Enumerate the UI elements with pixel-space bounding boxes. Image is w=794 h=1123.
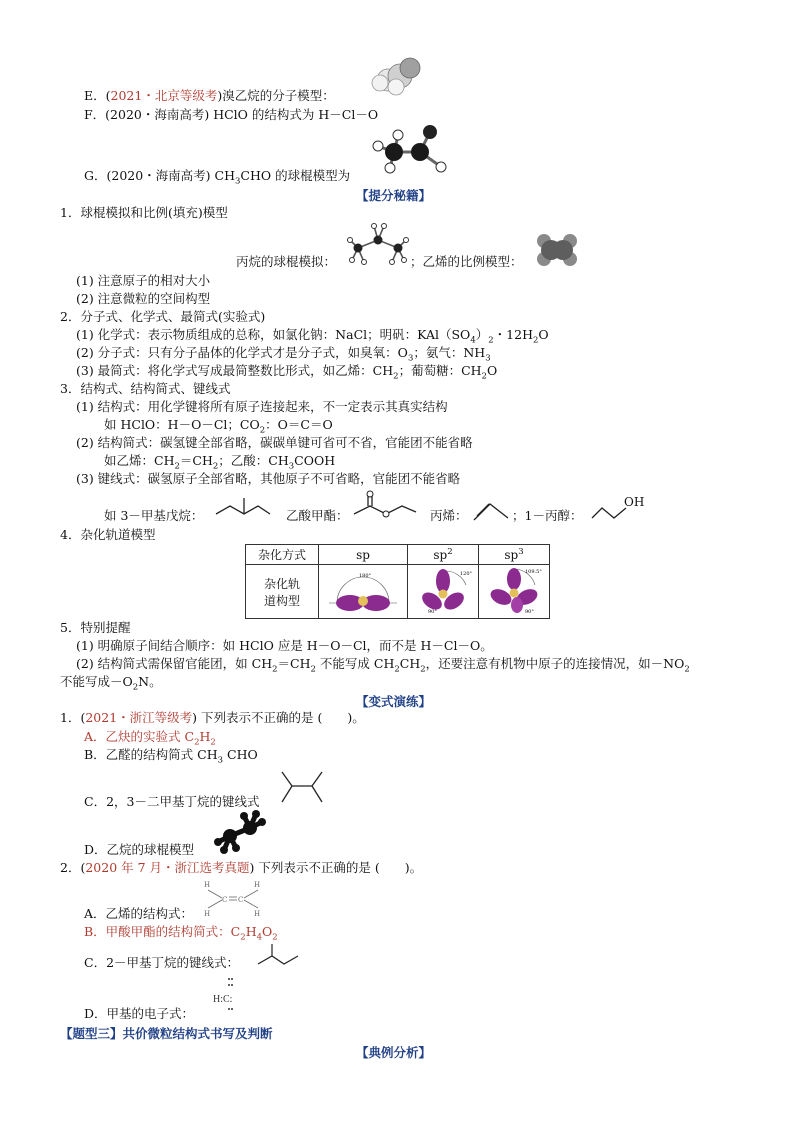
item-e: E．(2021・北京等级考)溴乙烷的分子模型： — [84, 88, 335, 103]
ethylene-space-filling-image — [536, 232, 578, 268]
angle-120: 120° — [460, 571, 473, 577]
bromoethane-model-image — [366, 56, 424, 96]
sp3-orbital-image — [481, 565, 547, 615]
c-atom-2: C — [238, 896, 244, 904]
section-type3-heading: 【题型三】共价微粒结构式书写及判断 — [60, 1026, 273, 1041]
header-sp: sp — [319, 545, 408, 565]
s3-ex4: ；1－丙醇： — [512, 508, 583, 523]
2-methylbutane-skeletal-image — [256, 942, 300, 970]
propene-skeletal-image — [472, 500, 512, 522]
s5-p2: (2) 结构简式需保留官能团，如 $CH_2=CH_2$ 不能写成 $CH_2CH_2$，还要注意有机物中原子的连接情况，如$-NO_2$ — [76, 656, 690, 675]
item-f: F．(2020・海南高考) HClO 的结构式为 H－Cl－O — [84, 107, 379, 122]
q1-stem: 1．(2021・浙江等级考) 下列表示不正确的是 ( )。 — [60, 710, 365, 725]
s1-title: 1．球棍模拟和比例(填充)模型 — [60, 205, 228, 220]
s1-p1: (1) 注意原子的相对大小 — [76, 273, 211, 288]
section-example-heading: 【典例分析】 — [356, 1045, 432, 1060]
h-atom-1: H — [204, 881, 211, 889]
c-atom-1: C — [222, 896, 228, 904]
23-dimethylbutane-skeletal-image — [278, 768, 326, 806]
3-methylpentane-skeletal-image — [214, 496, 272, 520]
s1-line2: ；乙烯的比例模型： — [410, 254, 523, 269]
hybrid-orbital-table — [245, 544, 550, 619]
q1-option-a: A．乙炔的实验式 $C_2H_2$ — [84, 729, 216, 748]
row-label-cell: 杂化轨 道构型 — [246, 565, 319, 619]
q2-option-b: B．甲酸甲酯的结构简式：$C_2H_4O_2$ — [84, 924, 278, 943]
sp3-orbital-cell — [479, 565, 550, 619]
s3-p2: (2) 结构简式：碳氢键全部省略，碳碳单键可省可不省，官能团不能省略 — [76, 435, 473, 450]
q2-option-d: D．甲基的电子式： — [84, 1006, 195, 1021]
sp2-orbital-cell — [408, 565, 479, 619]
sp-orbital-image — [323, 565, 403, 615]
angle-180: 180° — [359, 573, 372, 579]
s3-ex1: 如 3－甲基戊烷： — [104, 508, 204, 523]
q1-option-c: C．2，3－二甲基丁烷的键线式 — [84, 794, 260, 809]
header-sp3: $sp^3$ — [479, 545, 550, 565]
s3-title: 3．结构式、结构简式、键线式 — [60, 381, 231, 396]
ethane-ball-stick-image — [212, 810, 268, 854]
q2-option-a: A．乙烯的结构式： — [84, 906, 194, 921]
section-tips-heading: 【提分秘籍】 — [356, 188, 432, 203]
header-sp2: $sp^2$ — [408, 545, 479, 565]
s2-p1: (1) 化学式：表示物质组成的总称，如氯化钠：NaCl；明矾：$KAl(SO_4)_2$・$12H_2O$ — [76, 327, 549, 346]
sp-orbital-cell — [319, 565, 408, 619]
electron-formula-text: H:C: — [213, 994, 233, 1005]
s5-p3: 不能写成$-O_2N$。 — [60, 674, 162, 693]
s1-p2: (2) 注意微粒的空间构型 — [76, 291, 211, 306]
angle-109: 109.5° — [525, 569, 542, 575]
s2-p3: (3) 最简式：将化学式写成最简整数比形式，如乙烯：$CH_2$；葡萄糖：$CH_2O$ — [76, 363, 498, 382]
methyl-electron-formula-image — [210, 974, 242, 1020]
s2-title: 2．分子式、化学式、最简式(实验式) — [60, 309, 266, 324]
s5-p1: (1) 明确原子间结合顺序：如 HClO 应是 H－O－Cl，而不是 H－Cl－O。 — [76, 638, 493, 653]
s5-title: 5．特别提醒 — [60, 620, 131, 635]
h-atom-3: H — [204, 910, 211, 918]
propane-ball-stick-image — [346, 218, 410, 270]
q1-option-b: B．乙醛的结构简式 $CH_3$ CHO — [84, 747, 258, 766]
q2-stem: 2．(2020 年 7 月・浙江选考真题) 下列表示不正确的是 ( )。 — [60, 860, 423, 875]
section-practice-heading: 【变式演练】 — [356, 694, 432, 709]
h-atom-2: H — [254, 881, 261, 889]
s2-p2: (2) 分子式：只有分子晶体的化学式才是分子式，如臭氧：$O_3$；氨气：$NH_3$ — [76, 345, 491, 364]
s4-title: 4．杂化轨道模型 — [60, 527, 156, 542]
s3-p2-example: 如乙烯：$CH_2=CH_2$；乙酸：$CH_3COOH$ — [104, 453, 336, 472]
angle-90-sp3: 90° — [525, 609, 534, 615]
table-header-cell: 杂化方式 — [246, 545, 319, 565]
s3-ex2: 乙酸甲酯： — [286, 508, 349, 523]
s3-ex3: 丙烯： — [430, 508, 468, 523]
q2-option-c: C．2－甲基丁烷的键线式： — [84, 955, 240, 970]
ethylene-structural-formula-image — [202, 878, 264, 918]
s3-p1: (1) 结构式：用化学键将所有原子连接起来，不一定表示其真实结构 — [76, 399, 448, 414]
s3-p1-example: 如 HClO：H－O－Cl；$CO_2$：O＝C＝O — [104, 417, 333, 436]
q1-option-d: D．乙烷的球棍模型 — [84, 842, 195, 857]
h-atom-4: H — [254, 910, 261, 918]
s1-line: 丙烷的球棍模拟： — [236, 254, 337, 269]
acetaldehyde-ball-stick-image — [368, 122, 464, 182]
s3-oh-label: OH — [624, 495, 645, 509]
s3-p3: (3) 键线式：碳氢原子全部省略，其他原子不可省略，官能团不能省略 — [76, 471, 461, 486]
sp2-orbital-image — [410, 565, 476, 615]
item-g: G．(2020・海南高考) $CH_3CHO$ 的球棍模型为 — [84, 168, 351, 187]
angle-90-sp2: 90° — [428, 609, 437, 615]
methyl-acetate-skeletal-image — [352, 490, 418, 520]
